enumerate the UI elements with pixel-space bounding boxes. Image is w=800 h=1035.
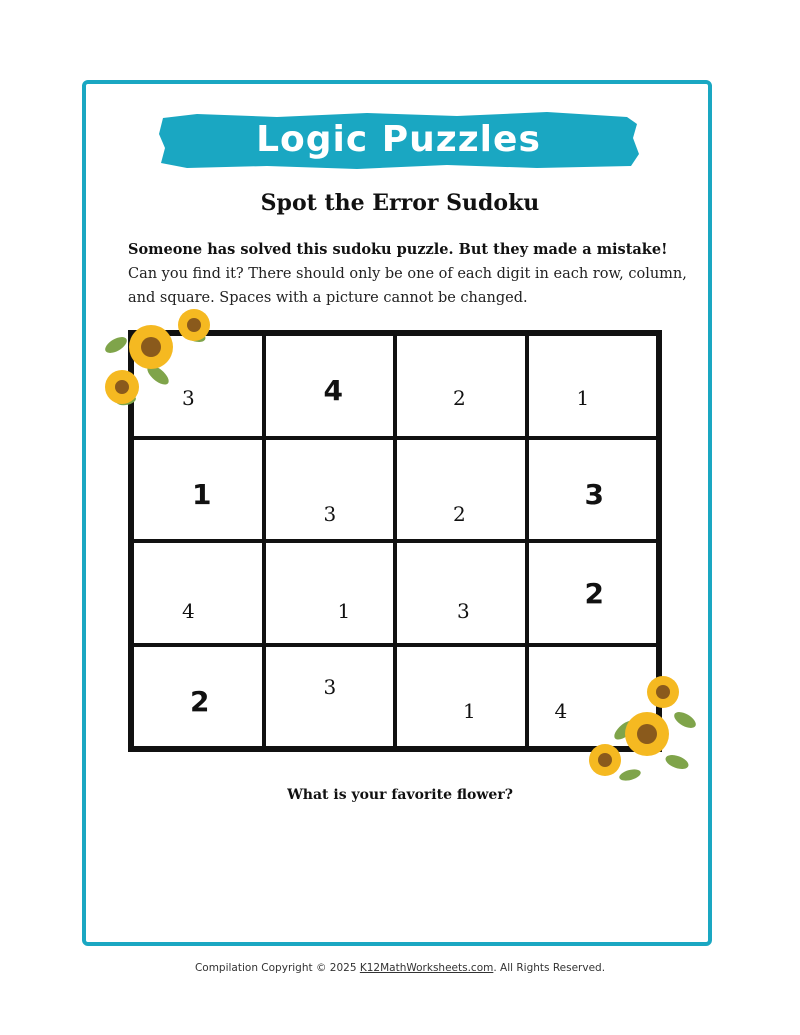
filled-digit: 2 bbox=[453, 501, 466, 526]
filled-digit: 1 bbox=[337, 599, 351, 623]
fixed-digit: 2 bbox=[190, 684, 210, 718]
grid-cell bbox=[527, 334, 659, 438]
filled-digit: 3 bbox=[323, 674, 337, 699]
footer-prefix: Compilation Copyright © 2025 bbox=[194, 962, 360, 974]
fixed-digit: 1 bbox=[192, 477, 212, 511]
filled-digit: 3 bbox=[457, 599, 470, 623]
filled-digit: 1 bbox=[576, 386, 590, 410]
favorite-flower-question: What is your favorite flower? bbox=[287, 787, 513, 803]
filled-digit: 4 bbox=[182, 599, 195, 623]
grid-cell bbox=[264, 645, 396, 749]
copyright-footer bbox=[0, 962, 800, 974]
sunflower-top-left-icon bbox=[96, 305, 226, 415]
grid-cell bbox=[395, 645, 527, 749]
filled-digit: 1 bbox=[463, 698, 476, 723]
grid-cell bbox=[132, 438, 264, 542]
footer-suffix: . All Rights Reserved. bbox=[493, 962, 606, 974]
fixed-digit: 2 bbox=[584, 577, 604, 610]
fixed-digit: 4 bbox=[323, 374, 343, 407]
grid-cell bbox=[264, 334, 396, 438]
fixed-digit: 3 bbox=[584, 477, 604, 511]
grid-cell bbox=[264, 541, 396, 645]
instructions bbox=[128, 238, 698, 310]
instructions-bold: Someone has solved this sudoku puzzle. But they made a mistake! bbox=[128, 241, 668, 258]
footer-link[interactable]: K12MathWorksheets.com bbox=[359, 962, 494, 974]
grid-cell bbox=[132, 645, 264, 749]
grid-cell bbox=[395, 334, 527, 438]
grid-cell bbox=[395, 541, 527, 645]
header-banner bbox=[157, 108, 640, 172]
grid-cell bbox=[264, 438, 396, 542]
worksheet-title: Spot the Error Sudoku bbox=[260, 190, 540, 216]
filled-digit: 3 bbox=[182, 386, 195, 410]
banner-title: Logic Puzzles bbox=[256, 119, 541, 160]
grid-cell bbox=[527, 438, 659, 542]
filled-digit: 4 bbox=[554, 698, 568, 723]
grid-cell bbox=[132, 541, 264, 645]
instructions-rest: Can you find it? There should only be one of each digit in each row, column, and square. Spaces with a picture cannot be changed. bbox=[128, 266, 687, 306]
filled-digit: 2 bbox=[453, 386, 466, 410]
grid-cell bbox=[395, 438, 527, 542]
filled-digit: 3 bbox=[323, 501, 337, 526]
sunflower-bottom-right-icon bbox=[585, 670, 703, 788]
grid-cell bbox=[527, 541, 659, 645]
